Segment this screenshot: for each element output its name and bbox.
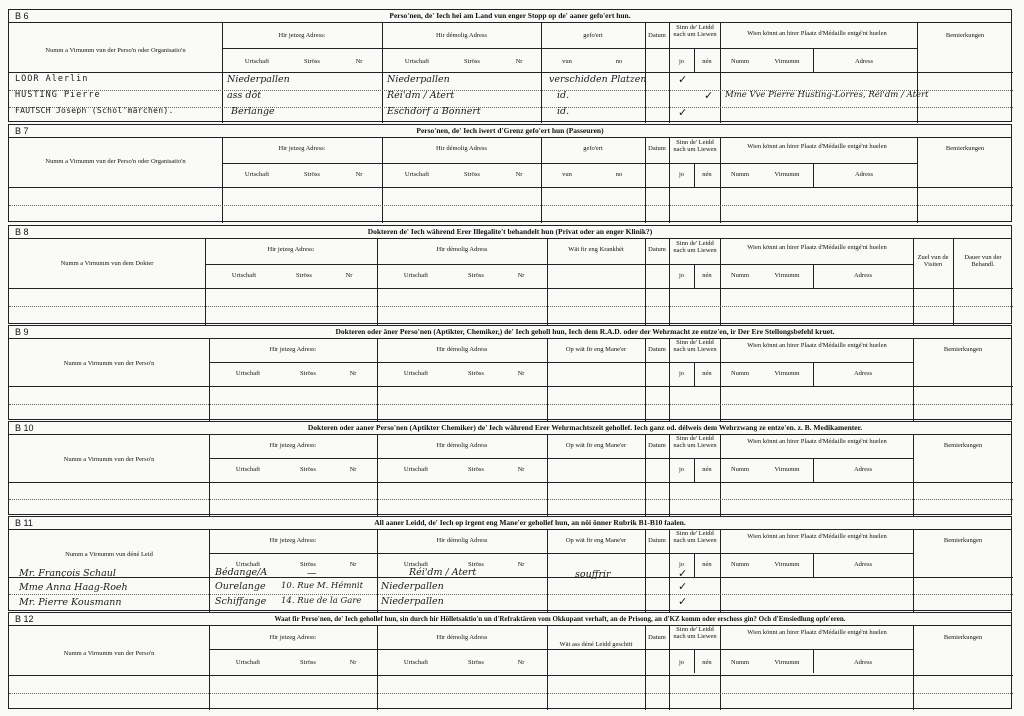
adress-label: Adress [854,171,874,178]
nr-label: Nr [515,171,523,178]
current-address-label: Hir jetzeg Adress: [269,346,317,353]
urtschaft-label: Urtschaft [403,370,429,377]
numm-label: Numm [730,272,750,279]
table-row-name: Mme Anna Haag-Roeh [19,582,128,593]
stross-label: Ströss [300,659,316,666]
former-address-label: Hir démolig Adress [436,442,488,449]
sinn-label: Sinn de' Leidd nach um Liewen [673,339,717,353]
table-row-ort: ass dôt [227,90,262,101]
stross-label: Ströss [300,466,316,473]
section-code: B 11 [15,518,33,528]
jo-label: jo [678,58,685,65]
gefoert-label: gefo'ert [583,32,603,39]
section-b12-header [9,613,1011,626]
adress-label: Adress [853,370,873,377]
zuel-label: Zuel vun de Visiten [917,254,949,268]
nen-label: nén [702,466,712,473]
jo-label: jo [678,370,685,377]
virnumm-label: Virnumm [774,561,800,568]
section-b8 [8,225,1012,324]
virnumm-label: Virnumm [774,659,800,666]
medaille-label: Wien könnt an hirer Plaatz d'Médaille entgé'nt huelen [747,244,887,251]
table-row-former: Niederpallen [387,74,450,85]
nen-label: nén [702,171,712,178]
jo-label: jo [678,171,685,178]
table-row-vun: id. [557,106,570,117]
table-row-former: Réi'dm / Atert [387,90,455,101]
no-label: no [615,58,623,65]
urtschaft-label: Urtschaft [235,659,261,666]
former-address-label: Hir démolig Adress [436,246,488,253]
nr-label: Nr [517,659,525,666]
table-row-ort: Schiffange [215,596,267,607]
urtschaft-label: Urtschaft [235,561,261,568]
section-b11 [8,516,1012,611]
bemierkungen-label: Bemierkungen [945,32,985,39]
section-title: Dokteren de' Iech während Erer Illegalite't behandelt hun (Privat oder an enger Klinik?) [367,227,653,236]
section-code: B 12 [15,614,34,624]
table-row-street: — [307,568,317,579]
nr-label: Nr [355,171,363,178]
stross-label: Ströss [300,561,316,568]
table-row-vun: verschidden Platzen [549,74,647,85]
name-column-label: Numm a Virnumm vun der Perso'n [63,360,155,367]
urtschaft-label: Urtschaft [404,171,430,178]
bemierkungen-label: Bemierkungen [943,634,983,641]
urtschaft-label: Urtschaft [403,272,429,279]
section-b7-header [9,125,1011,138]
table-row-name: Mr. François Schaul [19,568,116,579]
urtschaft-label: Urtschaft [404,58,430,65]
bemierkungen-label: Bemierkungen [943,442,983,449]
urtschaft-label: Urtschaft [235,466,261,473]
section-b10-header [9,422,1011,435]
bemierkungen-label: Bemierkungen [943,537,983,544]
current-address-label: Hir jetzeg Adress: [269,634,317,641]
stross-label: Ströss [468,272,484,279]
section-title: Perso'nen, de' Iech hei am Land vun enger Stopp op de' aaner gefo'ert hun. [389,11,631,20]
section-b11-header [9,517,1011,530]
medaille-label: Wien könnt an hirer Plaatz d'Médaille entgé'nt huelen [747,342,887,349]
table-row-vun: id. [557,90,570,101]
nr-label: Nr [517,561,525,568]
urtschaft-label: Urtschaft [244,58,270,65]
medaille-label: Wien könnt an hirer Plaatz d'Médaille entgé'nt huelen [747,30,887,37]
current-address-label: Hir jetzeg Adress: [267,246,315,253]
medaille-label: Wien könnt an hirer Plaatz d'Médaille entgé'nt huelen [747,143,887,150]
section-b6 [8,9,1012,122]
datum-label: Datum [648,537,666,544]
maneier-label: Op wät fir eng Mane'er [565,442,627,449]
adress-label: Adress [853,466,873,473]
nen-label: nén [702,370,712,377]
stross-label: Ströss [468,659,484,666]
table-row-former: Réi'dm / Atert [409,567,477,578]
table-row-name: LOOR Alerlin [15,74,89,84]
section-b10 [8,421,1012,515]
current-address-label: Hir jetzeg Adress: [269,442,317,449]
virnumm-label: Virnumm [774,466,800,473]
jo-label: jo [678,561,685,568]
adress-label: Adress [853,272,873,279]
stross-label: Ströss [296,272,312,279]
virnumm-label: Virnumm [774,58,800,65]
table-row-ort: Berlange [231,106,275,117]
section-title: Dokteren oder aaner Perso'nen (Aptikter Chemiker) de' Iech während Erer Wehrmachtszeit gehollef. Iech ganz od. délweis dem Wehrzwang ze entze'en. z. B. Medikamenter. [307,423,863,432]
leidd-label: Wät ass déné Leidd geschitt [559,641,633,648]
name-column-label: Numm a Virnumm vun der Perso'n oder Organisatio'n [45,158,186,165]
datum-label: Datum [648,145,666,152]
sinn-label: Sinn de' Leidd nach um Liewen [673,530,717,544]
nen-label: nén [702,272,712,279]
nr-label: Nr [515,58,523,65]
no-label: no [615,171,623,178]
check-mark-icon: ✓ [678,567,688,580]
name-column-label: Numm a Virnumm vun déné Leid [65,551,153,558]
numm-label: Numm [730,58,750,65]
sinn-label: Sinn de' Leidd nach um Liewen [673,240,717,254]
table-row-name: HUSTING Pierre [15,90,101,100]
section-title: All aaner Leidd, de' Iech op irgent eng Mane'er gehollef hun, an nöi önner Rubrik B1-B10 faalen. [374,518,686,527]
check-mark-icon: ✓ [678,580,688,593]
table-row-ort: Ourelange [215,581,266,592]
adress-label: Adress [853,561,873,568]
table-row-maneier: souffrir [575,569,611,580]
table-row-former: Eschdorf a Bonnert [387,106,481,117]
former-address-label: Hir démolig Adress [436,634,488,641]
check-mark-icon: ✓ [704,89,714,102]
stross-label: Ströss [300,370,316,377]
nr-label: Nr [517,370,525,377]
section-code: B 6 [15,11,29,21]
table-row-ort: Bédange/A [215,567,268,578]
name-column-label: Numm a Virnumm vun der Perso'n oder Organisatio'n [45,47,186,54]
datum-label: Datum [648,442,666,449]
section-title: Dokteren oder âner Perso'nen (Aptikter, Chemiker,) de' Iech geholl hun, Iech dem R.A.D. oder der Wehrmacht ze entze'en, ir Der Ere Stellongsbefehl kruet. [335,327,835,336]
numm-label: Numm [730,561,750,568]
numm-label: Numm [730,370,750,377]
name-column-label: Numm a Virnumm vun der Perso'n [63,456,155,463]
section-title: Perso'nen, de' Iech iwert d'Grenz gefo'ert hun (Passeuren) [416,126,604,135]
former-address-label: Hir démolig Adress [436,537,488,544]
datum-label: Datum [648,32,666,39]
jo-label: jo [678,466,685,473]
section-b12 [8,612,1012,709]
sinn-label: Sinn de' Leidd nach um Liewen [673,24,717,38]
nen-label: nén [702,561,712,568]
maneier-label: Op wät fir eng Mane'er [565,346,627,353]
adress-label: Adress [853,659,873,666]
section-b7 [8,124,1012,222]
nr-label: Nr [349,561,357,568]
urtschaft-label: Urtschaft [403,561,429,568]
table-row-name: FAUTSCH Joseph (Schol'märchen). [15,106,174,115]
sinn-label: Sinn de' Leidd nach um Liewen [673,626,717,640]
virnumm-label: Virnumm [774,272,800,279]
section-code: B 8 [15,227,29,237]
former-address-label: Hir démolig Adress [436,145,487,152]
jo-label: jo [678,272,685,279]
stross-label: Ströss [468,466,484,473]
nr-label: Nr [345,272,353,279]
bemierkungen-label: Bemierkungen [945,145,985,152]
table-row-ort: Niederpallen [227,74,290,85]
former-address-label: Hir démolig Adress [436,346,488,353]
nr-label: Nr [349,659,357,666]
check-mark-icon: ✓ [678,73,688,86]
section-b8-header [9,226,1011,239]
section-b9 [8,325,1012,420]
vun-label: vun [562,58,572,65]
numm-label: Numm [730,171,750,178]
table-row-street: 14. Rue de la Gare [281,596,362,606]
section-title: Waat fir Perso'nen, de' Iech gehollef hun, sin durch hir Hölletsaktio'n un d'Refraktären vom Okkupant verhaft, an de Prisong, an d'KZ komm oder erschoss gin? Och d'Emsiedlung opfe'eren. [274,615,846,623]
table-row-medaille: Mme Vve Pierre Husting-Lorres, Réi'dm / Atert [725,90,929,100]
section-b9-header [9,326,1011,339]
section-code: B 9 [15,327,29,337]
medaille-label: Wien könnt an hirer Plaatz d'Médaille entgé'nt huelen [747,629,887,636]
urtschaft-label: Urtschaft [403,466,429,473]
check-mark-icon: ✓ [678,106,688,119]
current-address-label: Hir jetzeg Adress: [278,32,326,39]
name-column-label: Numm a Virnumm vun dem Dokter [60,260,154,267]
virnumm-label: Virnumm [774,370,800,377]
bemierkungen-label: Bemierkungen [943,346,983,353]
section-code: B 7 [15,126,29,136]
urtschaft-label: Urtschaft [403,659,429,666]
numm-label: Numm [730,466,750,473]
numm-label: Numm [730,659,750,666]
medaille-label: Wien könnt an hirer Plaatz d'Médaille entgé'nt huelen [747,533,887,540]
urtschaft-label: Urtschaft [231,272,257,279]
nen-label: nén [702,659,712,666]
nen-label: nén [702,58,712,65]
table-row-former: Niederpallen [381,581,444,592]
stross-label: Ströss [468,561,484,568]
nr-label: Nr [355,58,363,65]
stross-label: Ströss [304,58,320,65]
check-mark-icon: ✓ [678,595,688,608]
current-address-label: Hir jetzeg Adress: [278,145,326,152]
table-row-street: 10. Rue M. Hémnit [281,581,364,591]
datum-label: Datum [648,246,666,253]
stross-label: Ströss [304,171,320,178]
sinn-label: Sinn de' Leidd nach um Liewen [673,139,717,153]
name-column-label: Numm a Virnumm vun der Perso'n [63,650,155,657]
maneier-label: Op wät fir eng Mane'er [565,537,627,544]
jo-label: jo [678,659,685,666]
former-address-label: Hir démolig Adress [436,32,487,39]
nr-label: Nr [349,466,357,473]
vun-label: vun [562,171,572,178]
dauer-label: Dauer vun der Behandl. [964,254,1002,268]
section-b6-header [9,10,1011,23]
stross-label: Ströss [464,171,480,178]
datum-label: Datum [648,634,666,641]
nr-label: Nr [517,272,525,279]
krankheet-label: Wät fir eng Krankhét [568,246,624,253]
gefoert-label: gefo'ert [583,145,603,152]
table-row-former: Niederpallen [381,596,444,607]
stross-label: Ströss [468,370,484,377]
nr-label: Nr [517,466,525,473]
table-row-name: Mr. Pierre Kousmann [19,597,122,608]
urtschaft-label: Urtschaft [235,370,261,377]
urtschaft-label: Urtschaft [244,171,270,178]
medaille-label: Wien könnt an hirer Plaatz d'Médaille entgé'nt huelen [747,438,887,445]
adress-label: Adress [854,58,874,65]
sinn-label: Sinn de' Leidd nach um Liewen [673,435,717,449]
section-code: B 10 [15,423,34,433]
virnumm-label: Virnumm [774,171,800,178]
stross-label: Ströss [464,58,480,65]
datum-label: Datum [648,346,666,353]
current-address-label: Hir jetzeg Adress: [269,537,317,544]
nr-label: Nr [349,370,357,377]
